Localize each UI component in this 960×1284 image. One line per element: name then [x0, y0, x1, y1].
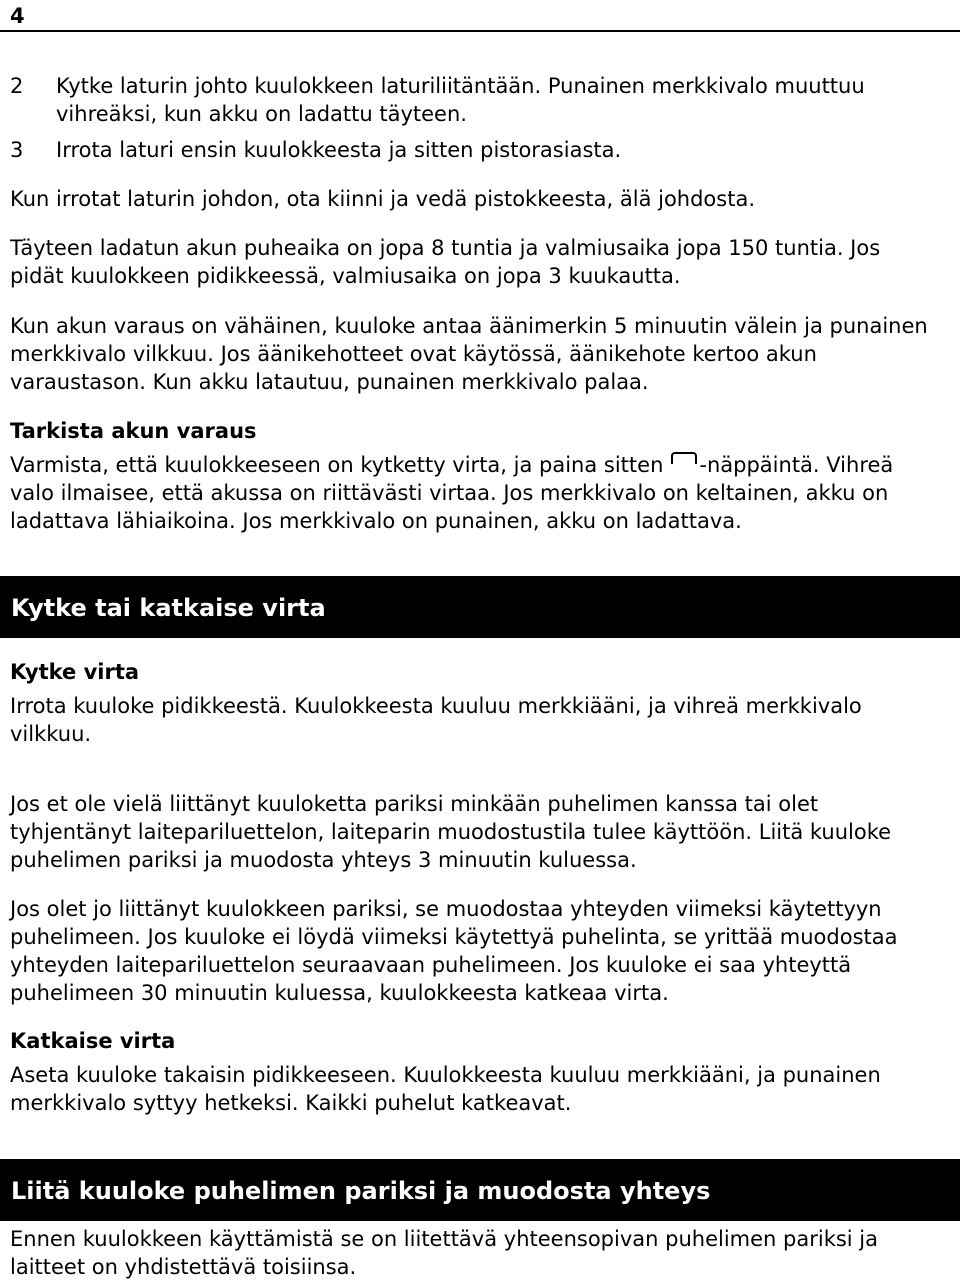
step-text-line: Irrota laturi ensin kuulokkeesta ja sitten pistorasiasta. [56, 138, 622, 162]
power-on-line: vilkkuu. [10, 722, 92, 746]
unplug-note: Kun irrotat laturin johdon, ota kiinni ja vedä pistokkeesta, älä johdosta. [10, 187, 755, 211]
step-text-line: vihreäksi, kun akku on ladattu täyteen. [56, 102, 467, 126]
talktime-line: Täyteen ladatun akun puheaika on jopa 8 tuntia ja valmiusaika jopa 150 tuntia. Jos [10, 236, 881, 260]
power-off-line: Aseta kuuloke takaisin pidikkeeseen. Kuulokkeesta kuuluu merkkiääni, ja punainen [10, 1063, 881, 1087]
check-battery-line: valo ilmaisee, että akussa on riittävästi virtaa. Jos merkkivalo on keltainen, akku on [10, 481, 889, 505]
paired-line: Jos olet jo liittänyt kuulokkeen pariksi, se muodostaa yhteyden viimeksi käytettyyn [10, 897, 882, 921]
not-paired-line: puhelimen pariksi ja muodosta yhteys 3 minuutin kuluessa. [10, 848, 637, 872]
power-on-line: Irrota kuuloke pidikkeestä. Kuulokkeesta kuuluu merkkiääni, ja vihreä merkkivalo [10, 694, 862, 718]
paired-line: puhelimeen 30 minuutin kuluessa, kuulokkeesta katkeaa virta. [10, 981, 669, 1005]
step-number: 3 [10, 138, 24, 162]
check-battery-heading: Tarkista akun varaus [10, 419, 257, 443]
check-battery-line [10, 451, 950, 479]
power-off-line: merkkivalo syttyy hetkeksi. Kaikki puhelut katkeavat. [10, 1091, 572, 1115]
low-battery-line: varaustason. Kun akku latautuu, punainen merkkivalo palaa. [10, 370, 649, 394]
paired-line: yhteyden laitepariluettelon seuraavaan puhelimeen. Jos kuuloke ei saa yhteyttä [10, 953, 852, 977]
section-header-power [0, 576, 960, 638]
page-number: 4 [10, 4, 25, 28]
check-battery-line: ladattava lähiaikoina. Jos merkkivalo on punainen, akku on ladattava. [10, 509, 742, 533]
header-rule [0, 30, 960, 32]
check-battery-text: Varmista, että kuulokkeeseen on kytketty virta, ja paina sitten [10, 453, 664, 477]
section-header-pairing [0, 1159, 960, 1221]
pairing-intro-line: Ennen kuulokkeen käyttämistä se on liitettävä yhteensopivan puhelimen pariksi ja [10, 1227, 879, 1251]
power-on-heading: Kytke virta [10, 660, 140, 684]
power-off-heading: Katkaise virta [10, 1029, 176, 1053]
low-battery-line: merkkivalo vilkkuu. Jos äänikehotteet ovat käytössä, äänikehote kertoo akun [10, 342, 817, 366]
section-title: Kytke tai katkaise virta [11, 594, 326, 622]
low-battery-line: Kun akun varaus on vähäinen, kuuloke antaa äänimerkin 5 minuutin välein ja punainen [10, 314, 928, 338]
check-battery-text: -näppäintä. Vihreä [699, 453, 894, 477]
step-number: 2 [10, 74, 24, 98]
section-title: Liitä kuuloke puhelimen pariksi ja muodosta yhteys [11, 1177, 711, 1205]
talktime-line: pidät kuulokkeen pidikkeessä, valmiusaika on jopa 3 kuukautta. [10, 264, 681, 288]
paired-line: puhelimeen. Jos kuuloke ei löydä viimeksi käytettyä puhelinta, se yrittää muodostaa [10, 925, 898, 949]
step-text-line: Kytke laturin johto kuulokkeen laturiliitäntään. Punainen merkkivalo muuttuu [56, 74, 865, 98]
pairing-intro-line: laitteet on yhdistettävä toisiinsa. [10, 1255, 357, 1279]
not-paired-line: Jos et ole vielä liittänyt kuuloketta pariksi minkään puhelimen kanssa tai olet [10, 792, 819, 816]
not-paired-line: tyhjentänyt laitepariluettelon, laiteparin muodostustila tulee käyttöön. Liitä kuuloke [10, 820, 892, 844]
call-key-icon [671, 452, 697, 464]
